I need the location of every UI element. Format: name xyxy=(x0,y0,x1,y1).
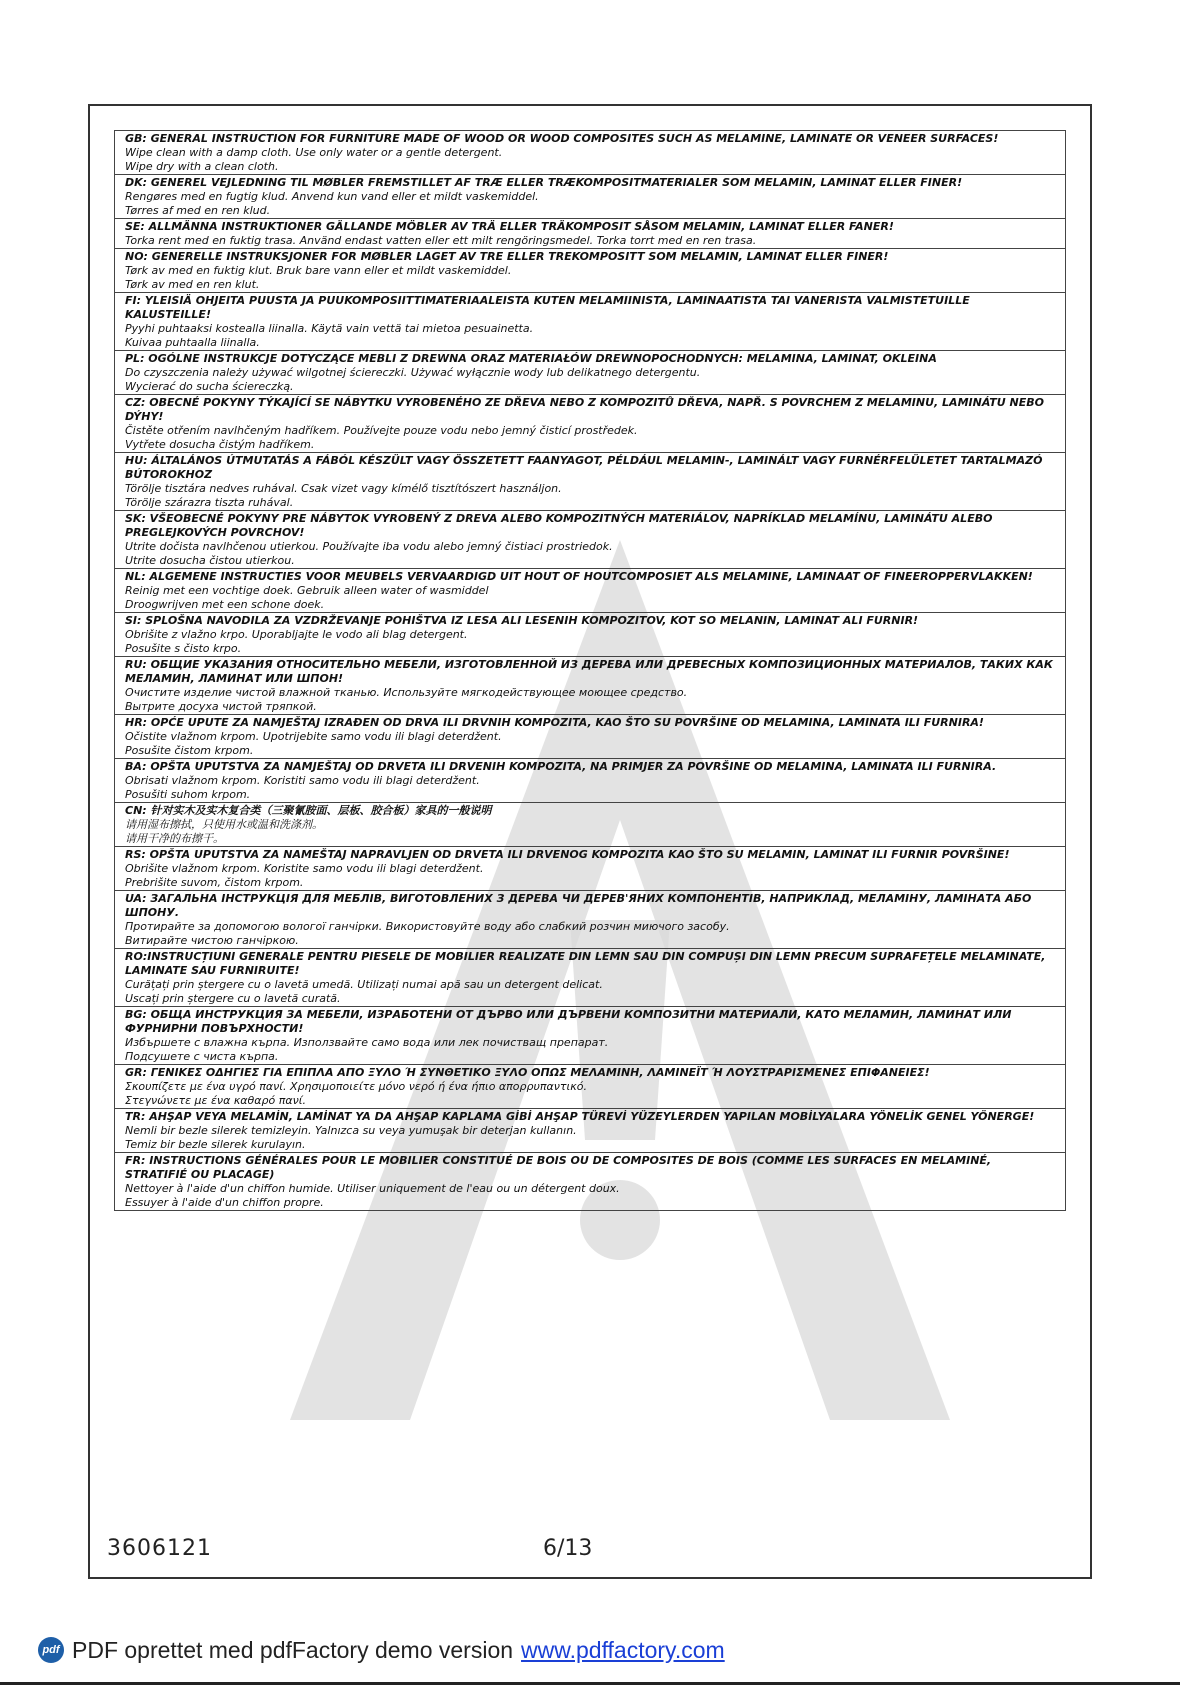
section-line: Витирайте чистою ганчіркою. xyxy=(125,934,299,947)
section-line: Essuyer à l'aide d'un chiffon propre. xyxy=(125,1196,324,1209)
instruction-section xyxy=(115,1007,1065,1065)
section-line: Pyyhi puhtaaksi kostealla liinalla. Käytä vain vettä tai mietoa pesuainetta. xyxy=(125,322,534,335)
section-line: Σκουπίζετε με ένα υγρό πανί. Χρησιμοποιείτε μόνο νερό ή ένα ήπιο απορρυπαντικό. xyxy=(125,1080,587,1093)
section-line: Čistěte otřením navlhčeným hadříkem. Používejte pouze vodu nebo jemný čisticí prostředek. xyxy=(125,424,638,437)
section-title: CZ: OBECNÉ POKYNY TÝKAJÍCÍ SE NÁBYTKU VYROBENÉHO ZE DŘEVA NEBO Z KOMPOZITŮ DŘEVA, NAPŘ. S POVRCHEM Z MELAMINU, LAMINÁTU NEBO DÝHY! xyxy=(125,396,1044,423)
product-code: 3606121 xyxy=(107,1536,212,1561)
section-line: Prebrišite suvom, čistom krpom. xyxy=(125,876,304,889)
section-title: NO: GENERELLE INSTRUKSJONER FOR MØBLER LAGET AV TRE ELLER TREKOMPOSITT SOM MELAMIN, LAMINAT ELLER FINER! xyxy=(125,250,889,263)
section-line: Droogwrijven met een schone doek. xyxy=(125,598,325,611)
section-line: Wipe clean with a damp cloth. Use only water or a gentle detergent. xyxy=(125,146,503,159)
section-line: Utrite dosucha čistou utierkou. xyxy=(125,554,295,567)
instruction-section xyxy=(115,395,1065,453)
section-line: Rengøres med en fugtig klud. Anvend kun vand eller et mildt vaskemiddel. xyxy=(125,190,539,203)
instruction-section xyxy=(115,219,1065,249)
instruction-section xyxy=(115,511,1065,569)
section-line: Curățați prin ștergere cu o lavetă umedă. Utilizați numai apă sau un detergent delicat. xyxy=(125,978,603,991)
instruction-section xyxy=(115,293,1065,351)
instruction-section xyxy=(115,351,1065,395)
instruction-section xyxy=(115,569,1065,613)
section-line: Протирайте за допомогою вологої ганчірки. Використовуйте воду або слабкий розчин миючого засобу. xyxy=(125,920,730,933)
section-line: Reinig met een vochtige doek. Gebruik alleen water of wasmiddel xyxy=(125,584,489,597)
section-line: Nettoyer à l'aide d'un chiffon humide. Utiliser uniquement de l'eau ou un détergent doux. xyxy=(125,1182,620,1195)
section-title: FR: INSTRUCTIONS GÉNÉRALES POUR LE MOBILIER CONSTITUÉ DE BOIS OU DE COMPOSITES DE BOIS (COMME LES SURFACES EN MELAMINÉ, STRATIFIÉ OU PLACAGE) xyxy=(125,1154,992,1181)
section-line: 请用干净的布擦干。 xyxy=(125,832,224,845)
section-title: NL: ALGEMENE INSTRUCTIES VOOR MEUBELS VERVAARDIGD UIT HOUT OF HOUTCOMPOSIET ALS MELAMINE, LAMINAAT OF FINEEROPPERVLAKKEN! xyxy=(125,570,1033,583)
pdf-banner-text: PDF oprettet med pdfFactory demo version xyxy=(72,1636,514,1663)
section-title: HU: ÁLTALÁNOS ÚTMUTATÁS A FÁBÓL KÉSZÜLT VAGY ÖSSZETETT FAANYAGOT, PÉLDÁUL MELAMIN-, LAMINÁLT VAGY FURNÉRFELÜLETET TARTALMAZÓ BÚTOROKHOZ xyxy=(125,454,1043,481)
instruction-section xyxy=(115,891,1065,949)
section-line: Posušite s čisto krpo. xyxy=(125,642,242,655)
section-line: 请用湿布擦拭，只使用水或温和洗涤剂。 xyxy=(125,818,323,831)
section-title: FI: YLEISIÄ OHJEITA PUUSTA JA PUUKOMPOSIITTIMATERIAALEISTA KUTEN MELAMIINISTA, LAMINAATISTA TAI VANERISTA VALMISTETUILLE KALUSTEILLE! xyxy=(125,294,970,321)
section-line: Posušite čistom krpom. xyxy=(125,744,254,757)
section-title: TR: AHŞAP VEYA MELAMİN, LAMİNAT YA DA AHŞAP KAPLAMA GİBİ AHŞAP TÜREVİ YÜZEYLERDEN YAPILAN MOBİLYALARA YÖNELİK GENEL YÖNERGE! xyxy=(125,1110,1035,1123)
instruction-section xyxy=(115,249,1065,293)
section-line: Törölje tisztára nedves ruhával. Csak vizet vagy kímélő tisztítószert használjon. xyxy=(125,482,562,495)
section-line: Očistite vlažnom krpom. Upotrijebite samo vodu ili blagi deterdžent. xyxy=(125,730,502,743)
section-line: Tørres af med en ren klud. xyxy=(125,204,271,217)
section-line: Obrišite vlažnom krpom. Koristite samo vodu ili blagi deterdžent. xyxy=(125,862,484,875)
section-line: Wipe dry with a clean cloth. xyxy=(125,160,279,173)
section-title: SK: VŠEOBECNÉ POKYNY PRE NÁBYTOK VYROBENÝ Z DREVA ALEBO KOMPOZITNÝCH MATERIÁLOV, NAPRÍKLAD MELAMÍNU, LAMINÁTU ALEBO PREGLEJKOVÝCH POVRCHOV! xyxy=(125,512,993,539)
section-title: RO:INSTRUCȚIUNI GENERALE PENTRU PIESELE DE MOBILIER REALIZATE DIN LEMN SAU DIN COMPUȘI DIN LEMN PRECUM SUPRAFEȚELE MELAMINATE, LAMINATE SAU FURNIRUITE! xyxy=(125,950,1046,977)
section-title: RS: OPŠTA UPUTSTVA ZA NAMEŠTAJ NAPRAVLJEN OD DRVETA ILI DRVENOG KOMPOZITA KAO ŠTO SU MELAMIN, LAMINAT ILI FURNIR POVRŠINE! xyxy=(125,848,1010,861)
instruction-section xyxy=(115,1065,1065,1109)
section-line: Do czyszczenia należy używać wilgotnej ściereczki. Używać wyłącznie wody lub delikatnego detergentu. xyxy=(125,366,701,379)
section-line: Nemli bir bezle silerek temizleyin. Yalnızca su veya yumuşak bir deterjan kullanın. xyxy=(125,1124,577,1137)
section-line: Posušiti suhom krpom. xyxy=(125,788,251,801)
section-line: Obrisati vlažnom krpom. Koristiti samo vodu ili blagi deterdžent. xyxy=(125,774,480,787)
section-title: CN: 针对实木及实木复合类（三聚氰胺面、层板、胶合板）家具的一般说明 xyxy=(125,804,492,817)
instruction-section xyxy=(115,949,1065,1007)
instruction-section xyxy=(115,1109,1065,1153)
section-line: Очистите изделие чистой влажной тканью. Используйте мягкодействующее моющее средство. xyxy=(125,686,688,699)
instruction-section xyxy=(115,715,1065,759)
section-line: Temiz bir bezle silerek kurulayın. xyxy=(125,1138,306,1151)
section-title: UA: ЗАГАЛЬНА ІНСТРУКЦІЯ ДЛЯ МЕБЛІВ, ВИГОТОВЛЕНИХ З ДЕРЕВА ЧИ ДЕРЕВ'ЯНИХ КОМПОНЕНТІВ, НАПРИКЛАД, МЕЛАМІНУ, ЛАМІНАТА АБО ШПОНУ. xyxy=(125,892,1032,919)
pdf-logo-icon: pdf xyxy=(38,1637,64,1663)
section-line: Kuivaa puhtaalla liinalla. xyxy=(125,336,260,349)
instruction-section xyxy=(115,1153,1065,1210)
pdf-banner xyxy=(38,1633,725,1667)
section-line: Uscați prin ștergere cu o lavetă curată. xyxy=(125,992,341,1005)
instruction-section xyxy=(115,131,1065,175)
instruction-section xyxy=(115,759,1065,803)
section-title: BG: ОБЩА ИНСТРУКЦИЯ ЗА МЕБЕЛИ, ИЗРАБОТЕНИ ОТ ДЪРВО ИЛИ ДЪРВЕНИ КОМПОЗИТНИ МАТЕРИАЛИ, КАТО МЕЛАМИН, ЛАМИНАТ ИЛИ ФУРНИРНИ ПОВЪРХНОСТИ! xyxy=(125,1008,1012,1035)
section-line: Obrišite z vlažno krpo. Uporabljajte le vodo ali blag detergent. xyxy=(125,628,468,641)
instruction-section xyxy=(115,613,1065,657)
section-title: GB: GENERAL INSTRUCTION FOR FURNITURE MADE OF WOOD OR WOOD COMPOSITES SUCH AS MELAMINE, LAMINATE OR VENEER SURFACES! xyxy=(125,132,999,145)
instruction-section xyxy=(115,657,1065,715)
section-line: Tørk av med en fuktig klut. Bruk bare vann eller et mildt vaskemiddel. xyxy=(125,264,512,277)
section-line: Utrite dočista navlhčenou utierkou. Používajte iba vodu alebo jemný čistiaci prostriedok. xyxy=(125,540,613,553)
section-line: Tørk av med en ren klut. xyxy=(125,278,260,291)
section-title: GR: ΓΕΝΙΚΕΣ ΟΔΗΓΙΕΣ ΓΙΑ ΕΠΙΠΛΑ ΑΠΟ ΞΥΛΟ Ή ΣΥΝΘΕΤΙΚΟ ΞΥΛΟ ΟΠΩΣ ΜΕΛΑΜΙΝΗ, ΛΑΜΙΝΕΪΤ Ή ΛΟΥΣΤΡΑΡΙΣΜΕΝΕΣ ΕΠΙΦΑΝΕΙΕΣ! xyxy=(125,1066,930,1079)
section-title: RU: ОБЩИЕ УКАЗАНИЯ ОТНОСИТЕЛЬНО МЕБЕЛИ, ИЗГОТОВЛЕННОЙ ИЗ ДЕРЕВА ИЛИ ДРЕВЕСНЫХ КОМПОЗИЦИОННЫХ МАТЕРИАЛОВ, ТАКИХ КАК МЕЛАМИН, ЛАМИНАТ ИЛИ ШПОН! xyxy=(125,658,1053,685)
page-number: 6/13 xyxy=(543,1536,593,1561)
section-title: PL: OGÓLNE INSTRUKCJE DOTYCZĄCE MEBLI Z DREWNA ORAZ MATERIAŁÓW DREWNOPOCHODNYCH: MELAMINA, LAMINAT, OKLEINA xyxy=(125,352,937,365)
section-line: Στεγνώνετε με ένα καθαρό πανί. xyxy=(125,1094,306,1107)
section-line: Wycierać do sucha ściereczką. xyxy=(125,380,294,393)
instruction-table xyxy=(114,130,1066,1211)
pdffactory-link[interactable]: www.pdffactory.com xyxy=(521,1636,725,1663)
instruction-section xyxy=(115,453,1065,511)
section-title: SE: ALLMÄNNA INSTRUKTIONER GÄLLANDE MÖBLER AV TRÄ ELLER TRÄKOMPOSIT SÅSOM MELAMIN, LAMINAT ELLER FANER! xyxy=(125,220,894,233)
instruction-section xyxy=(115,847,1065,891)
instruction-section xyxy=(115,803,1065,847)
section-title: DK: GENEREL VEJLEDNING TIL MØBLER FREMSTILLET AF TRÆ ELLER TRÆKOMPOSITMATERIALER SOM MELAMIN, LAMINAT ELLER FINER! xyxy=(125,176,963,189)
section-line: Вытрите досуха чистой тряпкой. xyxy=(125,700,317,713)
section-line: Torka rent med en fuktig trasa. Använd endast vatten eller ett milt rengöringsmedel. Torka torrt med en ren trasa. xyxy=(125,234,757,247)
section-line: Törölje szárazra tiszta ruhával. xyxy=(125,496,294,509)
section-title: HR: OPĆE UPUTE ZA NAMJEŠTAJ IZRAĐEN OD DRVA ILI DRVNIH KOMPOZITA, KAO ŠTO SU POVRŠINE OD MELAMINA, LAMINATA ILI FURNIRA! xyxy=(125,716,984,729)
section-title: SI: SPLOŠNA NAVODILA ZA VZDRŽEVANJE POHIŠTVA IZ LESA ALI LESENIH KOMPOZITOV, KOT SO MELANIN, LAMINAT ALI FURNIR! xyxy=(125,614,919,627)
section-title: BA: OPŠTA UPUTSTVA ZA NAMJEŠTAJ OD DRVETA ILI DRVENIH KOMPOZITA, NA PRIMJER ZA POVRŠINE OD MELAMINA, LAMINATA ILI FURNIRA. xyxy=(125,760,997,773)
section-line: Подсушете с чиста кърпа. xyxy=(125,1050,279,1063)
instruction-section xyxy=(115,175,1065,219)
section-line: Vytřete dosucha čistým hadříkem. xyxy=(125,438,315,451)
section-line: Избършете с влажна кърпа. Използвайте само вода или лек почистващ препарат. xyxy=(125,1036,609,1049)
